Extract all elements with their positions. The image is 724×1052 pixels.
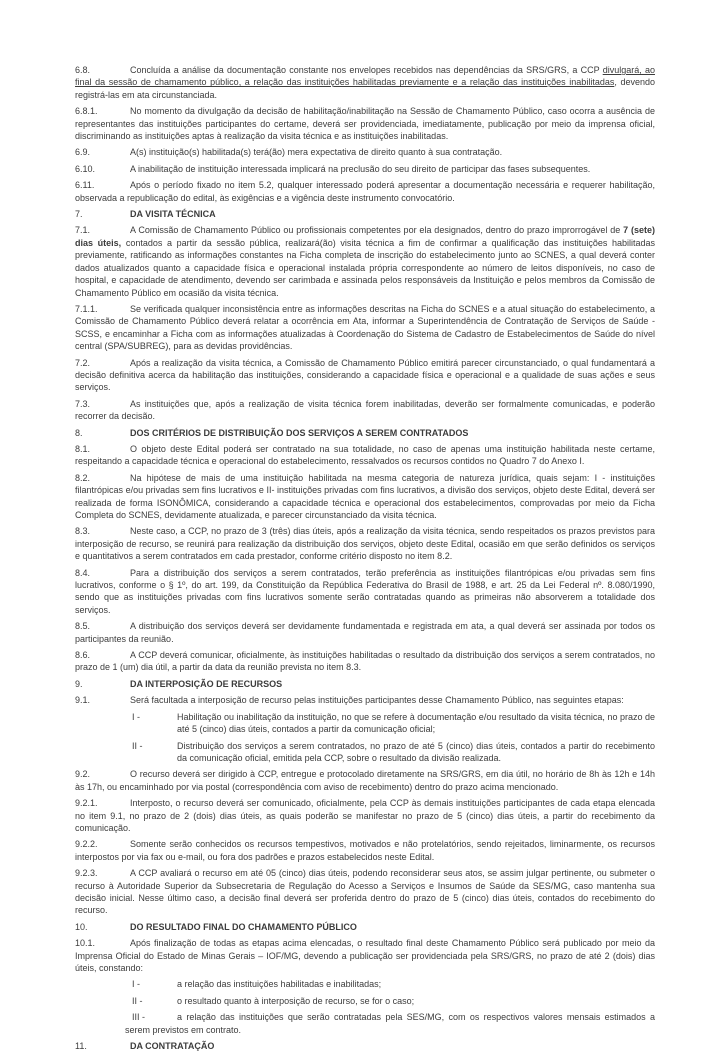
section-heading-10 xyxy=(75,921,655,933)
clause-text: A distribuição dos serviços deverá ser devidamente fundamentada e registrada em ata, a qual deverá ser assinada por todos os participantes da reunião. xyxy=(75,621,655,644)
clause-number: 7.1. xyxy=(75,225,91,236)
section-title: DA INTERPOSIÇÃO DE RECURSOS xyxy=(130,678,283,689)
clause-8-4 xyxy=(75,567,655,617)
section-title: DA VISITA TÉCNICA xyxy=(130,209,216,220)
clause-text: contados a partir da sessão pública, realizará(ão) visita técnica a fim de confirmar a qualificação das instituições habilitadas previamente, ratificando as informações constantes na Ficha completa de inscrição do estabelecimento junto ao SCNES, a qual deverá conter dados atualizados quanto a capacidade física e operacional instalada própria correspondente ao número de leitos disponíveis, no caso de hospital, e capacidade de atendimento, devendo ser carimbada e assinada pelos responsáveis da Instituição e pelos membros da Comissão de Chamamento Público em ocasião da visita técnica. xyxy=(75,237,656,298)
clause-number: 6.8.1. xyxy=(75,106,98,117)
clause-number: 6.8. xyxy=(75,65,91,75)
section-title: DO RESULTADO FINAL DO CHAMAMENTO PÚBLICO xyxy=(130,921,357,932)
clause-text: Somente serão conhecidos os recursos tempestivos, motivados e não protelatórios, sendo rejeitados, liminarmente, os recursos interpostos por via fax ou e-mail, ou fora dos padrões e prazos estabelecidos neste Edital. xyxy=(75,839,655,862)
publication-item-2 xyxy=(75,995,655,1007)
section-heading-11 xyxy=(75,1040,655,1052)
list-item-text: a relação das instituições que serão contratadas pela SES/MG, com os respectivos valores mensais estimados a serem previstos em contrato. xyxy=(125,1012,655,1035)
clause-6-10 xyxy=(75,163,655,175)
clause-text: A CCP avaliará o recurso em até 05 (cinco) dias úteis, podendo reconsiderar seus atos, se assim julgar pertinente, ou submeter o recurso à Autoridade Superior da Subsecretaria de Regulação do Acesso a Serviços e Insumos de Saúde da SES/MG, caso mantenha sua decisão inicial. Nesse último caso, a decisão final deverá ser proferida dentro do prazo de 5 (cinco) dias úteis, contados do recebimento do recurso. xyxy=(75,868,655,916)
clause-text: Após o período fixado no item 5.2, qualquer interessado poderá apresentar a documentação necessária e requerer habilitação, observada a republicação do edital, às exigências e a vigência deste instrumento convocatório. xyxy=(75,180,655,203)
clause-text: Se verificada qualquer inconsistência entre as informações descritas na Ficha do SCNES e a atual situação do estabelecimento, a Comissão de Chamamento Público deverá relatar a ocorrência em Ata, informar a Superintendência de Contratação de Serviços de Saúde - SCSS, e encaminhar a Ficha com as informações atualizadas à Coordenação do Sistema de Cadastro de Estabelecimentos de Saúde do nível central (SPA/SUBREG), para as devidas providências. xyxy=(75,303,655,352)
clause-number: 10.1. xyxy=(75,938,96,949)
section-number: 11. xyxy=(75,1041,87,1052)
list-marker: I - xyxy=(132,711,140,722)
clause-text: No momento da divulgação da decisão de habilitação/inabilitação na Sessão de Chamamento Público, caso ocorra a ausência de representantes das instituições participantes do certame, deverá ser providenciada, imediatamente, publicação por meio da imprensa oficial, discriminando as instituições aptas à realização da visita técnica e as instituições inabilitadas. xyxy=(75,106,655,142)
clause-8-1 xyxy=(75,443,655,468)
clause-number: 9.2.2. xyxy=(75,839,98,850)
clause-text: A CCP deverá comunicar, oficialmente, às instituições habilitadas o resultado da distribuição dos serviços a serem contratados, no prazo de 1 (um) dia útil, a partir da data da reunião prevista no item 8.3. xyxy=(75,650,655,673)
list-marker: I - xyxy=(132,979,140,990)
clause-text: Será facultada a interposição de recurso pelas instituições participantes desse Chamamento Público, nas seguintes etapas: xyxy=(130,695,624,706)
section-heading-8 xyxy=(75,427,655,439)
list-item-text: a relação das instituições habilitadas e inabilitadas; xyxy=(177,979,382,990)
clause-text-bold: 7 (sete) dias úteis, xyxy=(75,225,656,248)
recourse-stage-item-1 xyxy=(75,711,655,736)
clause-text: Neste caso, a CCP, no prazo de 3 (três) dias úteis, após a realização da visita técnica, sendo respeitados os prazos previstos para interposição de recurso, se reunirá para realização da distribuição dos serviços, objeto deste Edital, ocasião em que serão definidos os serviços e quantitativos a serem contratados em cada prestador, conforme critério disposto no item 8.2. xyxy=(75,526,655,562)
clause-text: Interposto, o recurso deverá ser comunicado, oficialmente, pela CCP às demais instituições participantes de cada etapa elencada no item 9.1, no prazo de 2 (dois) dias úteis, as quais poderão se manifestar no prazo de 5 (cinco) dias úteis, a partir do recebimento da comunicação. xyxy=(75,798,655,833)
section-title: DOS CRITÉRIOS DE DISTRIBUIÇÃO DOS SERVIÇOS A SEREM CONTRATADOS xyxy=(130,427,469,438)
clause-text: A Comissão de Chamamento Público ou profissionais competentes por ela designados, dentro do prazo improrrogável de xyxy=(130,225,624,236)
list-item-text: Habilitação ou inabilitação da instituição, no que se refere à documentação e/ou resultado da visita técnica, no prazo de até 5 (cinco) dias úteis, contados a partir da comunicação oficial; xyxy=(177,711,655,735)
section-title: DA CONTRATAÇÃO xyxy=(130,1041,215,1052)
clause-number: 6.11. xyxy=(75,180,95,191)
clause-number: 8.6. xyxy=(75,650,91,661)
clause-text: O recurso deverá ser dirigido à CCP, entregue e protocolado diretamente na SRS/GRS, em dia útil, no horário de 8h às 12h e 14h às 17h, ou encaminhado por via postal (correspondência com aviso de recebimento) dentro do prazo acima mencionado. xyxy=(75,769,655,792)
clause-6-8-1 xyxy=(75,105,655,142)
clause-text-underlined: divulgará, ao final da sessão de chamamento público, a relação das instituições habilitadas previamente e a relação das instituições inabilitadas xyxy=(75,65,655,88)
clause-text: Concluída a análise da documentação constante nos envelopes recebidos nas dependências da SRS/GRS, a CCP xyxy=(130,65,603,75)
clause-number: 8.1. xyxy=(75,443,91,454)
clause-text: O objeto deste Edital poderá ser contratado na sua totalidade, no caso de apenas uma instituição habilitada neste certame, respeitando a capacidade técnica e operacional do estabelecimento, ressalvados os recursos contidos no Quadro 7 do Anexo I. xyxy=(75,443,655,467)
clause-text: As instituições que, após a realização de visita técnica forem inabilitadas, deverão ser formalmente comunicadas, e poderão recorrer da decisão. xyxy=(75,398,655,422)
clause-8-2 xyxy=(75,472,655,522)
clause-text: A(s) instituição(s) habilitada(s) terá(ão) mera expectativa de direito quanto à sua contratação. xyxy=(130,147,503,158)
section-heading-7 xyxy=(75,208,655,220)
clause-number: 9.2.1. xyxy=(75,798,98,809)
clause-text: Após a realização da visita técnica, a Comissão de Chamamento Público emitirá parecer circunstanciado, o qual fundamentará a decisão definitiva acerca da habilitação das instituições, considerando a capacidade física e operacional e a qualidade de suas ações e seus serviços. xyxy=(75,357,655,393)
clause-number: 9.2.3. xyxy=(75,868,98,879)
section-heading-9 xyxy=(75,678,655,690)
clause-6-8 xyxy=(75,64,655,101)
clause-number: 8.5. xyxy=(75,621,91,632)
section-number: 9. xyxy=(75,678,83,689)
clause-text: Após finalização de todas as etapas acima elencadas, o resultado final deste Chamamento Público será publicado por meio da Imprensa Oficial do Estado de Minas Gerais – IOF/MG, devendo a publicação ser providenciada pela SRS/GRS, no prazo de até 2 (dois) dias úteis, constando: xyxy=(75,938,655,973)
clause-9-2-3 xyxy=(75,867,655,917)
clause-number: 8.3. xyxy=(75,526,91,537)
clause-6-11 xyxy=(75,179,655,204)
clause-9-2-1 xyxy=(75,797,655,834)
clause-7-1 xyxy=(75,224,655,298)
clause-7-1-1 xyxy=(75,303,655,353)
clause-8-5 xyxy=(75,620,655,645)
list-item-text: Distribuição dos serviços a serem contratados, no prazo de até 5 (cinco) dias úteis, contados a partir do recebimento da comunicação oficial, emitida pela CCP, sobre o resultado da divisão realizada. xyxy=(177,740,655,763)
clause-text: Para a distribuição dos serviços a serem contratados, terão preferência as instituições filantrópicas e/ou privadas sem fins lucrativos, conforme o § 1º, do art. 199, da Constituição da República Federativa do Brasil de 1988, e art. 25 da Lei Federal nº. 8.080/1990, sendo que as instituições privadas com fins lucrativos somente serão contratadas quando as primeiras não absorverem a totalidade dos serviços. xyxy=(75,567,655,615)
clause-number: 8.4. xyxy=(75,567,91,578)
clause-number: 9.2. xyxy=(75,769,91,780)
section-number: 8. xyxy=(75,427,83,438)
clause-number: 7.3. xyxy=(75,398,91,409)
list-marker: II - xyxy=(132,740,143,751)
clause-number: 9.1. xyxy=(75,695,91,706)
clause-number: 6.10. xyxy=(75,163,96,174)
list-marker: III - xyxy=(132,1012,145,1023)
clause-number: 8.2. xyxy=(75,472,91,483)
publication-item-3 xyxy=(75,1011,655,1036)
clause-9-2-2 xyxy=(75,838,655,863)
clause-text: , devendo registrá-las em ata circunstanciada. xyxy=(75,77,655,100)
clause-text: A inabilitação de instituição interessada implicará na preclusão do seu direito de participar das fases subsequentes. xyxy=(130,163,591,174)
clause-10-1 xyxy=(75,937,655,974)
clause-6-9 xyxy=(75,146,655,158)
clause-9-2 xyxy=(75,768,655,793)
clause-7-3 xyxy=(75,398,655,423)
section-number: 7. xyxy=(75,209,83,220)
publication-item-1 xyxy=(75,978,655,990)
clause-number: 7.2. xyxy=(75,357,91,368)
list-marker: II - xyxy=(132,995,143,1006)
clause-text: Na hipótese de mais de uma instituição habilitada na mesma categoria de natureza jurídica, quais sejam: I - instituições filantrópicas e/ou privadas sem fins lucrativos e II- instituições privadas com fins lucrativos, a divisão dos serviços, objeto deste Edital, deverá ser realizada de forma ISONÔMICA, considerando a capacidade técnica e operacional dos estabelecimentos, comprovadas por meio da Ficha Completa do SCNES, devidamente atualizada, e parecer circunstanciado da visita técnica. xyxy=(75,472,655,520)
clause-8-3 xyxy=(75,525,655,562)
clause-7-2 xyxy=(75,357,655,394)
list-item-text: o resultado quanto à interposição de recurso, se for o caso; xyxy=(177,995,415,1006)
recourse-stage-item-2 xyxy=(75,740,655,765)
clause-number: 7.1.1. xyxy=(75,303,98,314)
clause-number: 6.9. xyxy=(75,147,91,158)
clause-9-1 xyxy=(75,694,655,706)
clause-8-6 xyxy=(75,649,655,674)
section-number: 10. xyxy=(75,921,88,932)
